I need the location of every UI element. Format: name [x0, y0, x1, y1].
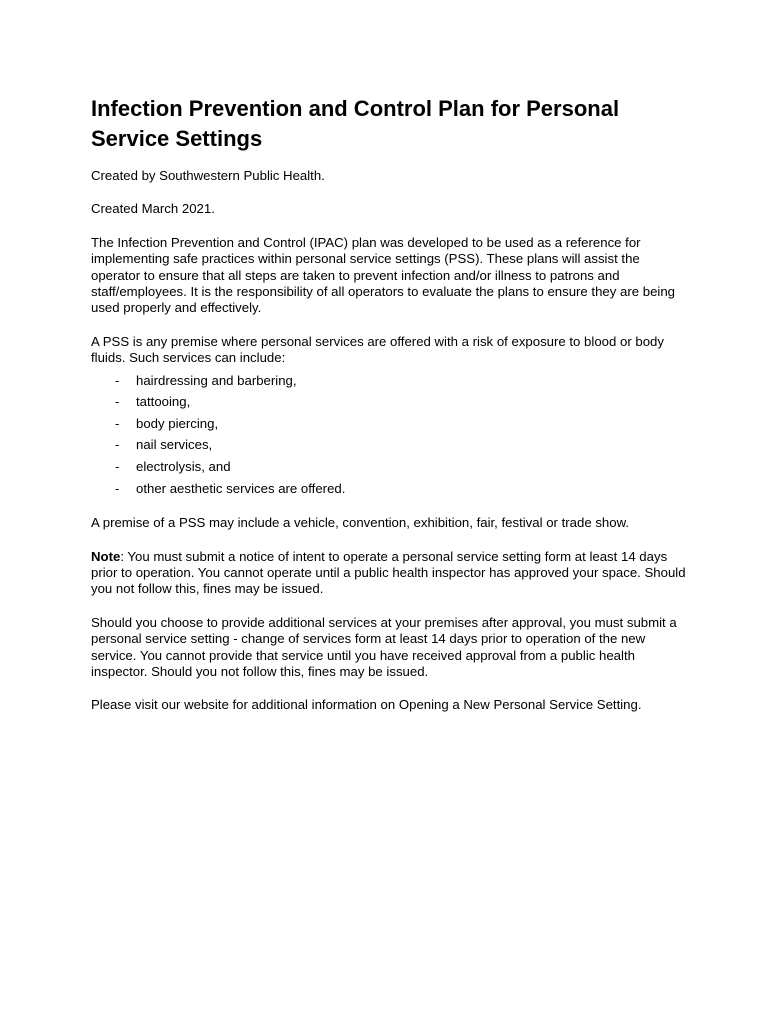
premise-note-paragraph: A premise of a PSS may include a vehicle, convention, exhibition, fair, festival or trade show.: [91, 515, 630, 531]
created-by-text: Created by Southwestern Public Health.: [91, 168, 325, 183]
bullet-dash: -: [115, 459, 120, 475]
service-item-text: nail services,: [136, 437, 213, 453]
list-item: [91, 413, 691, 435]
created-date-text: Created March 2021.: [91, 201, 215, 217]
bullet-dash: -: [115, 437, 120, 453]
note-label: Note: [91, 548, 121, 564]
document-title: Infection Prevention and Control Plan for Personal Service Settings: [91, 96, 620, 151]
intro-paragraph: The Infection Prevention and Control (IPAC) plan was developed to be used as a reference for implementing safe practices within personal service settings (PSS). These plans will assist the operator to ensure that all steps are taken to prevent infection and/or illness to patrons and staff/employees. It is the responsibility of all operators to evaluate the plans to ensure they are being used properly and effectively.: [91, 234, 676, 316]
list-item: [91, 391, 691, 413]
services-list: [91, 370, 691, 500]
bullet-dash: -: [115, 394, 120, 410]
list-item: [91, 478, 691, 500]
bullet-dash: -: [115, 480, 120, 496]
note-paragraph: [91, 549, 691, 598]
service-item-text: hairdressing and barbering,: [136, 372, 297, 388]
pss-definition-paragraph: A PSS is any premise where personal services are offered with a risk of exposure to blood or body fluids. Such services can include:: [91, 333, 664, 366]
additional-services-paragraph: Should you choose to provide additional services at your premises after approval, you must submit a personal service setting - change of services form at least 14 days prior to operation of the new service. You cannot provide that service until you have received approval from a public health inspector. Should you not follow this, fines may be issued.: [91, 614, 677, 680]
list-item: [91, 456, 691, 478]
note-text: : You must submit a notice of intent to operate a personal service setting form at least 14 days prior to operation. You cannot operate until a public health inspector has approved your space. Should you not follow this, fines may be issued.: [91, 548, 686, 597]
service-item-text: other aesthetic services are offered.: [136, 480, 346, 496]
service-item-text: body piercing,: [136, 415, 219, 431]
bullet-dash: -: [115, 372, 120, 388]
website-note-paragraph: Please visit our website for additional information on Opening a New Personal Service Setting.: [91, 697, 642, 713]
list-item: [91, 434, 691, 456]
service-item-text: tattooing,: [136, 394, 191, 410]
document-page: [91, 94, 691, 714]
bullet-dash: -: [115, 415, 120, 431]
list-item: [91, 370, 691, 392]
service-item-text: electrolysis, and: [136, 459, 231, 475]
